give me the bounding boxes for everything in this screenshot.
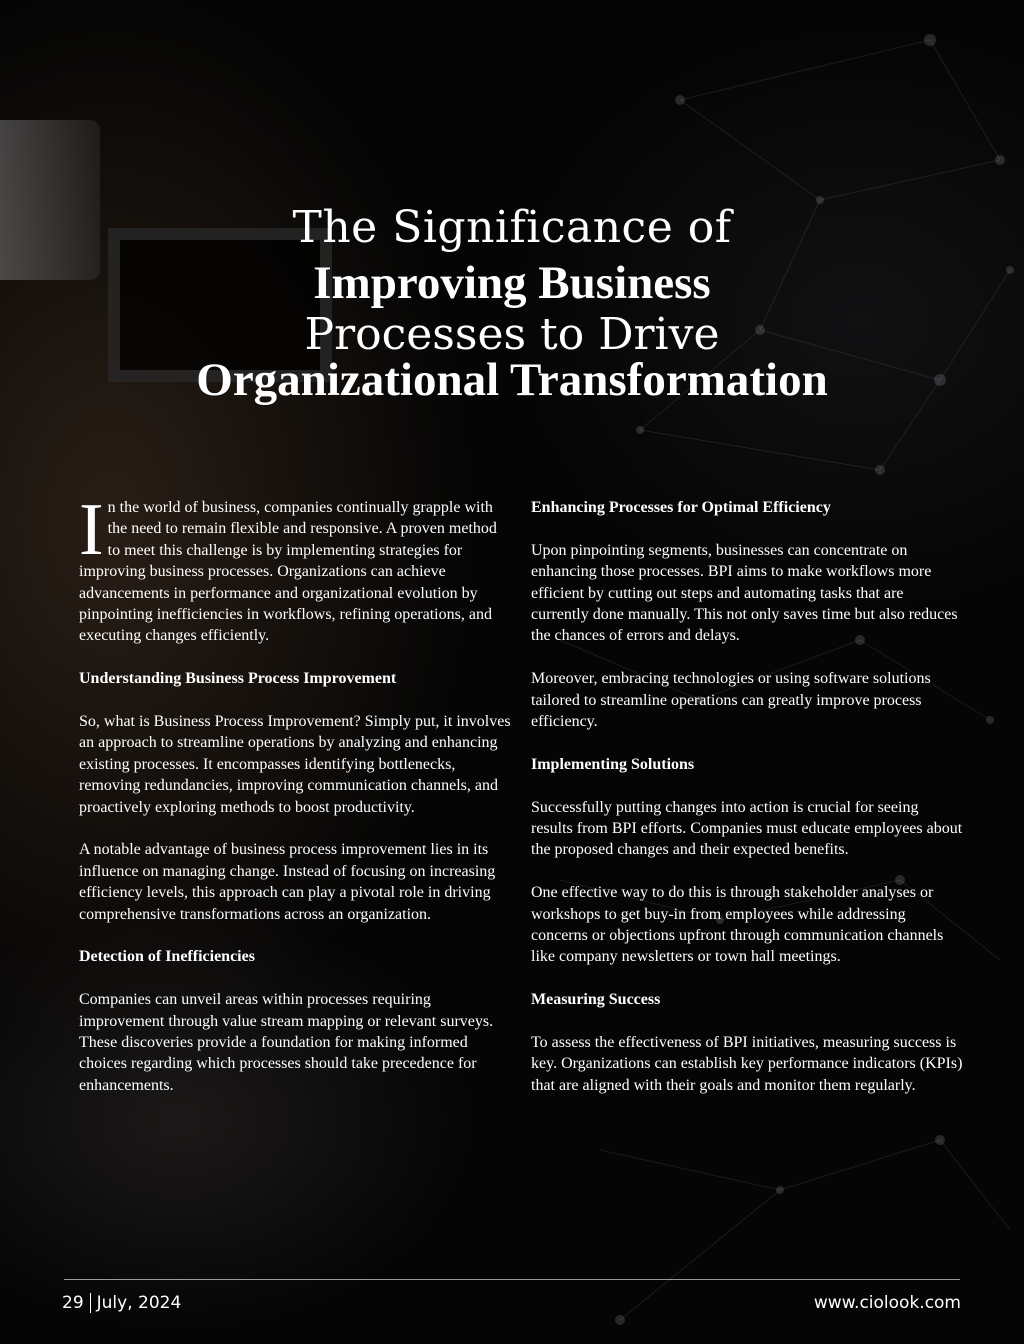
drop-cap: I <box>79 489 104 571</box>
heading-enhancing-processes: Enhancing Processes for Optimal Efficiency <box>531 499 831 516</box>
intro-paragraph <box>79 489 511 647</box>
page-number: 29 <box>62 1293 91 1313</box>
title-line-1: The Significance of <box>292 202 732 253</box>
website-link[interactable]: www.ciolook.com <box>813 1293 961 1313</box>
left-column <box>79 489 511 1118</box>
heading-detection-inefficiencies: Detection of Inefficiencies <box>79 948 255 966</box>
issue-date: July, 2024 <box>96 1293 182 1313</box>
paragraph: Companies can unveil areas within processes requiring improvement through value stream mapping or relevant surveys. These discoveries provide a foundation for making informed choices regarding which processes should take precedence for enhancements. <box>79 991 494 1094</box>
paragraph: Upon pinpointing segments, businesses can concentrate on enhancing those processes. BPI aims to make workflows more efficient by cutting out steps and automating tasks that are currently done manually. This not only saves time but also reduces the chances of errors and delays. <box>531 541 958 645</box>
intro-text: n the world of business, companies continually grapple with the need to remain flexible and responsive. A proven method to meet this challenge is by implementing strategies for improving business processes. Organizations can achieve advancements in performance and organizational evolution by pinpointing inefficiencies in workflows, refining operations, and executing changes efficiently. <box>79 499 497 645</box>
title-line-3: Processes to Drive <box>304 309 720 360</box>
paragraph: A notable advantage of business process improvement lies in its influence on managing change. Instead of focusing on increasing efficiency levels, this approach can play a pivotal role in driving comprehensive transformations across an organization. <box>79 841 496 923</box>
paragraph: Moreover, embracing technologies or using software solutions tailored to streamline operations can greatly improve process efficiency. <box>531 670 931 731</box>
heading-implementing-solutions: Implementing Solutions <box>531 755 695 773</box>
footer-left <box>62 1293 181 1313</box>
heading-measuring-success: Measuring Success <box>531 991 661 1009</box>
heading-understanding-bpi: Understanding Business Process Improvement <box>79 670 397 688</box>
footer-divider <box>64 1279 960 1280</box>
paragraph: Successfully putting changes into action is crucial for seeing results from BPI efforts. Companies must educate employees about the proposed changes and their expected benefits. <box>531 798 963 859</box>
right-column <box>531 497 963 1118</box>
paragraph: One effective way to do this is through stakeholder analyses or workshops to get buy-in from employees while addressing concerns or objections upfront through communication channels like company newsletters or town hall meetings. <box>531 884 944 966</box>
title-line-4: Organizational Transformation <box>196 354 828 406</box>
paragraph: So, what is Business Process Improvement? Simply put, it involves an approach to streamline operations by analyzing and enhancing existing processes. It encompasses identifying bottlenecks, removing redundancies, improving communication channels, and proactively exploring methods to boost productivity. <box>79 713 511 816</box>
title-line-2: Improving Business <box>313 257 711 309</box>
paragraph: To assess the effectiveness of BPI initiatives, measuring success is key. Organizations can establish key performance indicators (KPIs) that are aligned with their goals and monitor them regularly. <box>531 1034 963 1094</box>
article-title <box>0 202 1024 406</box>
